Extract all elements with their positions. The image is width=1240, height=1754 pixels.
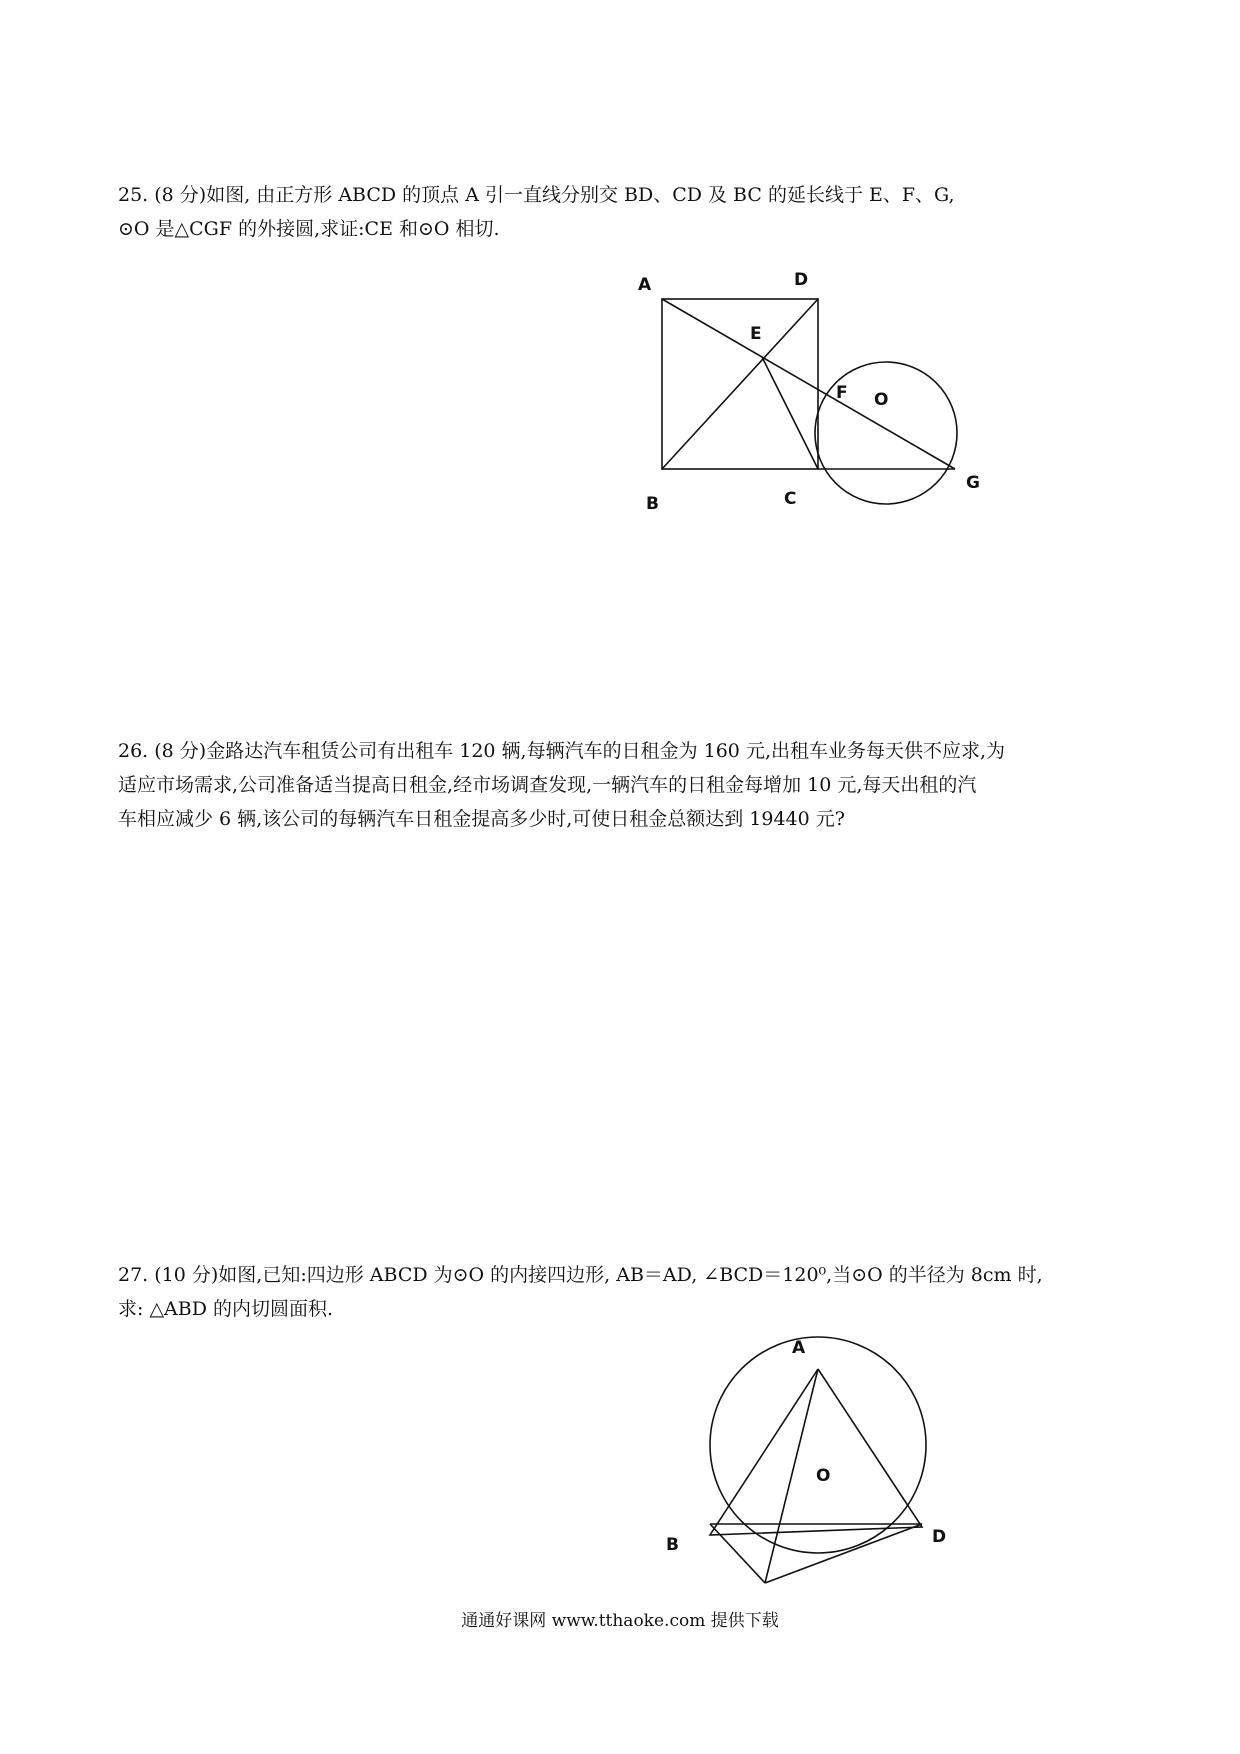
figure-25: [620, 262, 980, 522]
label-d: D: [932, 1527, 947, 1547]
problem-26-line-3: 车相应减少 6 辆,该公司的每辆汽车日租金提高多少时,可使日租金总额达到 19440 元?: [118, 808, 845, 830]
problem-25-line-1: 25. (8 分)如图, 由正方形 ABCD 的顶点 A 引一直线分别交 BD、CD 及 BC 的延长线于 E、F、G,: [118, 184, 955, 206]
label-c: C: [784, 489, 797, 509]
chord-ac: [765, 1369, 818, 1583]
diagonal-bd: [662, 299, 818, 469]
problem-25-line-2: ⊙O 是△CGF 的外接圆,求证:CE 和⊙O 相切.: [118, 218, 500, 240]
label-g: G: [966, 473, 980, 493]
label-e: E: [750, 324, 762, 344]
label-o: O: [874, 390, 889, 410]
label-f: F: [836, 383, 848, 403]
chord-cd: [765, 1524, 922, 1583]
problem-27-line-2: 求: △ABD 的内切圆面积.: [118, 1298, 334, 1320]
label-a: A: [638, 275, 652, 295]
label-o: O: [816, 1466, 831, 1486]
problem-27: [118, 1258, 1138, 1326]
problem-26: [118, 734, 1138, 836]
line-ag: [662, 299, 955, 469]
label-d: D: [794, 270, 809, 290]
page-footer: 通通好课网 www.tthaoke.com 提供下载: [461, 1611, 779, 1631]
label-b: B: [646, 494, 659, 514]
problem-26-line-2: 适应市场需求,公司准备适当提高日租金,经市场调查发现,一辆汽车的日租金每增加 10 元,每天出租的汽: [118, 774, 977, 796]
label-a: A: [792, 1338, 806, 1358]
problem-26-line-1: 26. (8 分)金路达汽车租赁公司有出租车 120 辆,每辆汽车的日租金为 160 元,出租车业务每天供不应求,为: [118, 740, 1006, 762]
triangle-abd: [710, 1369, 922, 1535]
figure-27: [650, 1332, 970, 1592]
problem-27-line-1: 27. (10 分)如图,已知:四边形 ABCD 为⊙O 的内接四边形, AB＝AD, ∠BCD＝120⁰,当⊙O 的半径为 8cm 时,: [118, 1264, 1043, 1286]
label-b: B: [666, 1535, 679, 1555]
problem-25: [118, 178, 1138, 246]
